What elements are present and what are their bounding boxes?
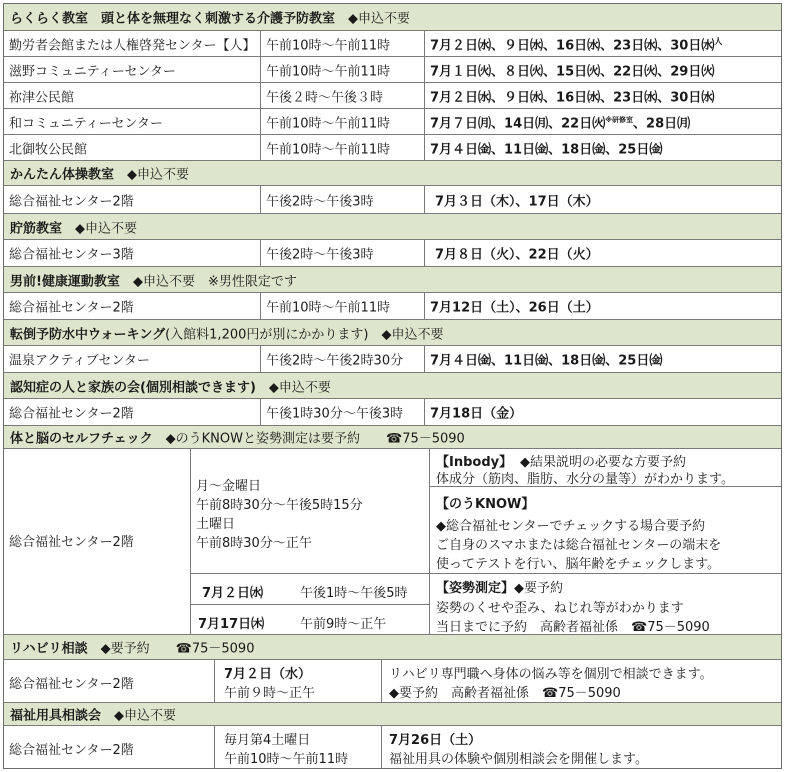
table-row	[4, 31, 781, 57]
place-cell: 総合福祉センター2階	[9, 535, 134, 550]
section-header-rakuraku	[4, 4, 781, 31]
time-cell: 午後2時～午後2時30分	[266, 353, 404, 369]
dates-cell: 7月４日㈮、11日㈮、18日㈮、25日㈮	[430, 142, 663, 157]
section-note: ◆申込不要	[127, 167, 190, 183]
section-title: 認知症の人と家族の会(個別相談できます)	[10, 380, 256, 395]
place-cell: 総合福祉センター2階	[9, 194, 134, 209]
place-cell: 和コミュニティーセンター	[9, 116, 163, 131]
place-cell: 総合福祉センター3階	[9, 247, 134, 263]
inbody-note: ◆結果説明の必要な方要予約	[520, 455, 686, 470]
dates-cell: 7月12日（土）、26日（土）	[430, 300, 599, 316]
check-date-2-time: 午前9時～正午	[300, 617, 387, 632]
section-tel: ☎75－5090	[386, 431, 465, 447]
section-header-fukushi	[4, 703, 781, 726]
place-cell: 総合福祉センター2階	[9, 743, 134, 758]
table-row	[4, 135, 781, 161]
place-cell: 祢津公民館	[9, 90, 75, 105]
inbody-title: 【Inbody】	[436, 455, 513, 470]
time-cell: 午後2時～午後3時	[266, 194, 374, 209]
section-title: かんたん体操教室	[10, 167, 115, 183]
fukushi-block	[4, 726, 781, 768]
weekday-label: 月～金曜日	[196, 479, 262, 494]
time-cell: 午後2時～午後3時	[266, 247, 374, 263]
posture-reserve: 当日までに予約 高齢者福祉係 ☎75－5090	[436, 620, 710, 635]
section-note: ◆申込不要	[268, 380, 331, 395]
section-note: ◆申込不要	[348, 11, 411, 27]
table-row	[4, 57, 781, 83]
table-row	[4, 240, 781, 267]
schedule-sheet	[3, 3, 782, 769]
saturday-time: 午前8時30分～正午	[196, 536, 312, 551]
time-cell: 午前10時～午前11時	[266, 116, 391, 131]
table-row	[4, 293, 781, 320]
posture-title: 【姿勢測定】	[436, 581, 515, 596]
section-title: 福祉用具相談会	[10, 708, 102, 724]
fukushi-when: 毎月第4土曜日	[224, 733, 311, 748]
saturday-label: 土曜日	[196, 517, 236, 532]
nouknow-title: 【のうKNOW】	[436, 497, 535, 512]
rehab-reserve: ◆要予約 高齢者福祉係 ☎75－5090	[389, 686, 621, 701]
check-date-1-time: 午後1時～午後5時	[300, 586, 408, 601]
dates-cell: 7月１日㈫、８日㈫、15日㈫、22日㈫、29日㈫	[430, 64, 715, 79]
weekday-time: 午前8時30分～午後5時15分	[196, 498, 363, 513]
section-title: 体と脳のセルフチェック	[10, 431, 153, 447]
section-header-ninchi	[4, 373, 781, 399]
section-note: ◆のうKNOWと姿勢測定は要予約	[165, 431, 360, 447]
rehab-time: 午前９時～正午	[224, 686, 316, 701]
section-title: リハビリ相談	[10, 641, 88, 657]
place-cell: 総合福祉センター2階	[9, 677, 134, 692]
section-header-tentou	[4, 320, 781, 346]
section-header-check	[4, 426, 781, 449]
place-cell: 総合福祉センター2階	[9, 406, 134, 422]
table-row	[4, 109, 781, 135]
rehab-block	[4, 660, 781, 703]
time-cell: 午後２時～午後３時	[266, 90, 384, 105]
section-note: ◆申込不要	[381, 327, 444, 342]
section-subtitle: (入館料1,200円が別にかかります)	[165, 327, 369, 342]
nouknow-note: ◆総合福祉センターでチェックする場合要予約	[436, 519, 706, 534]
dates-suffix: 人	[714, 36, 723, 46]
section-header-otoko	[4, 267, 781, 293]
nouknow-desc-2: 使ってテストを行い、脳年齢をチェックします。	[436, 557, 721, 572]
place-cell: 北御牧公民館	[9, 142, 88, 157]
fukushi-desc: 福祉用具の体験や個別相談会を開催します。	[389, 752, 648, 767]
inbody-desc: 体成分（筋肉、脂肪、水分の量等）がわかります。	[436, 472, 734, 487]
dates-cell: 7月２日㈬、９日㈬、16日㈬、23日㈬、30日㈬	[430, 38, 715, 53]
posture-desc: 姿勢のくせや歪み、ねじれ等がわかります	[436, 601, 684, 616]
dates-cell: 7月３日（木）、17日（木）	[435, 194, 599, 209]
section-note: ◆申込不要	[114, 708, 177, 724]
section-note: ◆要予約	[100, 641, 150, 657]
section-note: ◆申込不要	[75, 221, 138, 236]
fukushi-time: 午前10時～午前11時	[224, 752, 349, 767]
section-title: 男前!健康運動教室	[10, 274, 120, 289]
rehab-date: 7月２日（水）	[224, 667, 312, 682]
table-row	[4, 346, 781, 373]
section-note: ◆申込不要 ※男性限定です	[132, 274, 297, 289]
check-date-1: 7月２日㈬	[202, 586, 264, 601]
time-cell: 午前10時～午前11時	[266, 300, 391, 316]
dates-cell: 7月18日（金）	[430, 406, 523, 422]
time-cell: 午前10時～午前11時	[266, 38, 391, 53]
time-cell: 午前10時～午前11時	[266, 142, 391, 157]
dates-cell: 7月２日㈬、９日㈬、16日㈬、23日㈬、30日㈬	[430, 90, 715, 105]
section-header-rehab	[4, 635, 781, 660]
time-cell: 午前10時～午前11時	[266, 64, 391, 79]
fukushi-date: 7月26日（土）	[389, 733, 482, 748]
place-cell: 温泉アクティブセンター	[9, 353, 150, 369]
dates-suffix: ※研修室	[605, 115, 634, 124]
posture-note: ◆要予約	[514, 581, 564, 596]
place-cell: 滋野コミュニティーセンター	[9, 64, 176, 79]
table-row	[4, 399, 781, 426]
section-header-chokin	[4, 214, 781, 240]
dates-cell: 7月７日㈪、14日㈪、22日㈫	[430, 116, 606, 131]
check-block	[4, 449, 781, 635]
place-cell: 勤労者会館または人権啓発センター【人】	[9, 38, 256, 53]
section-header-kantan	[4, 161, 781, 186]
nouknow-desc-1: ご自身のスマホまたは総合福祉センターの端末を	[436, 538, 722, 553]
place-cell: 総合福祉センター2階	[9, 300, 134, 316]
rehab-desc: リハビリ専門職へ身体の悩み等を個別で相談できます。	[389, 667, 713, 682]
time-cell: 午後1時30分～午後3時	[266, 406, 404, 422]
dates-tail: 、28日㈪	[633, 116, 691, 131]
section-title: らくらく教室 頭と体を無理なく刺激する介護予防教室	[10, 11, 336, 27]
section-tel: ☎75－5090	[175, 641, 255, 657]
section-title: 貯筋教室	[10, 221, 63, 236]
section-title: 転倒予防水中ウォーキング	[10, 327, 166, 342]
table-row	[4, 83, 781, 109]
table-row	[4, 186, 781, 214]
dates-cell: 7月８日（火）、22日（火）	[435, 247, 599, 263]
dates-cell: 7月４日㈮、11日㈮、18日㈮、25日㈮	[430, 353, 663, 369]
check-date-2: 7月17日㈭	[198, 617, 265, 632]
